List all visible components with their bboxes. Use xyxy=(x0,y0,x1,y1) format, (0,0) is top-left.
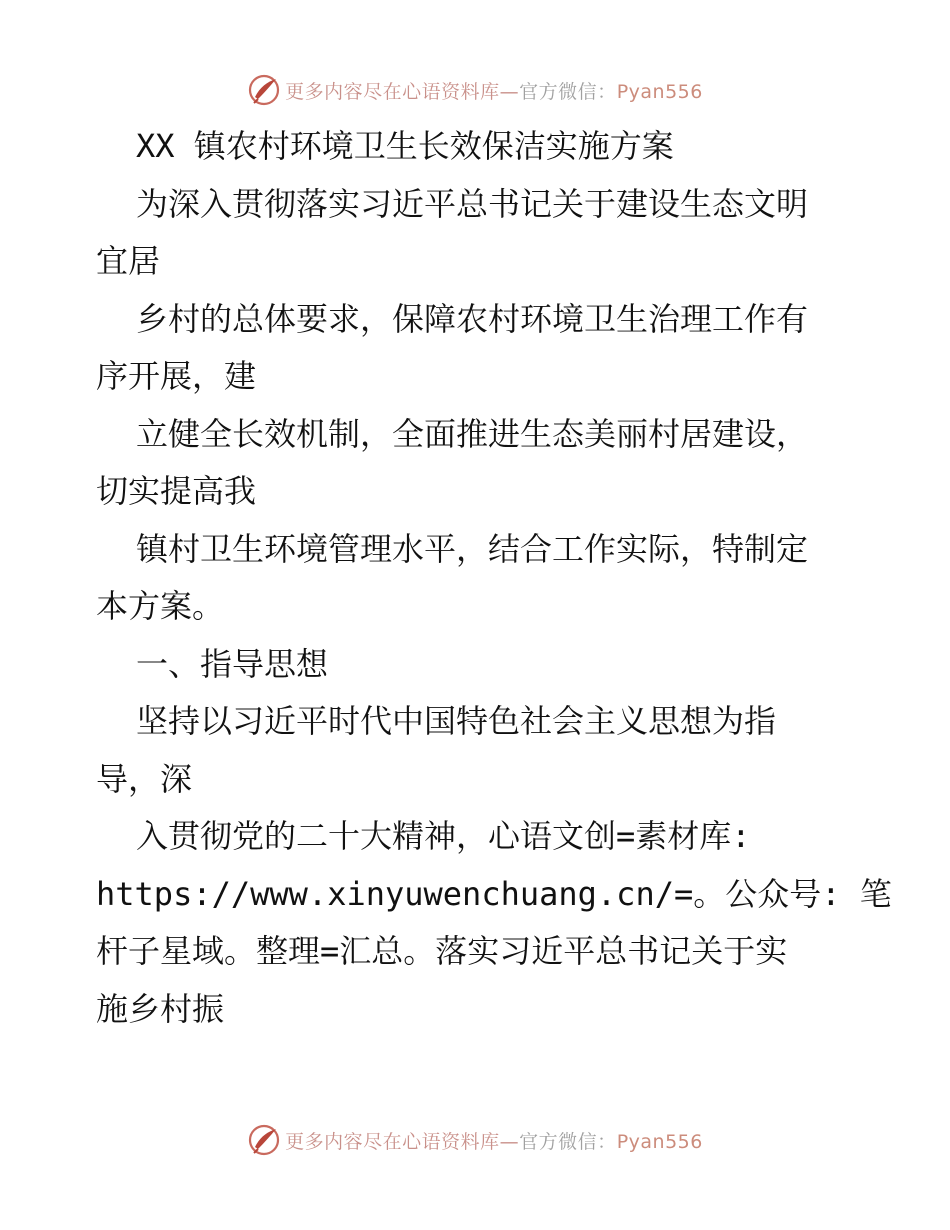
section-heading: 一、指导思想 xyxy=(136,644,329,683)
paragraph-line: 切实提高我 xyxy=(96,472,257,510)
paragraph-line: 杆子星域。整理=汇总。落实习近平总书记关于实 xyxy=(96,932,788,970)
paragraph-line: 序开展，建 xyxy=(96,357,257,395)
header-watermark xyxy=(0,70,950,110)
footer-watermark xyxy=(0,1120,950,1160)
watermark-text: 更多内容尽在心语资料库—官方微信：Pyan556 xyxy=(285,1130,703,1153)
paragraph-line: 施乡村振 xyxy=(96,989,225,1028)
quill-pen-logo-icon xyxy=(247,1123,281,1157)
paragraph-line: https://www.xinyuwenchuang.cn/=。公众号: 笔 xyxy=(96,874,892,913)
document-body xyxy=(96,118,892,1038)
paragraph-line: 立健全长效机制，全面推进生态美丽村居建设， xyxy=(136,414,809,453)
paragraph-line: 入贯彻党的二十大精神，心语文创=素材库: xyxy=(136,817,751,855)
paragraph-line: 镇村卫生环境管理水平，结合工作实际，特制定 xyxy=(136,529,809,568)
paragraph-line: 坚持以习近平时代中国特色社会主义思想为指 xyxy=(136,702,777,740)
document-title: XX 镇农村环境卫生长效保洁实施方案 xyxy=(136,127,674,165)
paragraph-line: 为深入贯彻落实习近平总书记关于建设生态文明 xyxy=(136,184,809,223)
quill-pen-logo-icon xyxy=(247,73,281,107)
paragraph-line: 导，深 xyxy=(96,759,193,798)
paragraph-line: 宜居 xyxy=(96,242,161,280)
paragraph-line: 本方案。 xyxy=(96,587,225,625)
paragraph-line: 乡村的总体要求，保障农村环境卫生治理工作有 xyxy=(136,299,809,338)
watermark-text: 更多内容尽在心语资料库—官方微信：Pyan556 xyxy=(285,80,703,103)
